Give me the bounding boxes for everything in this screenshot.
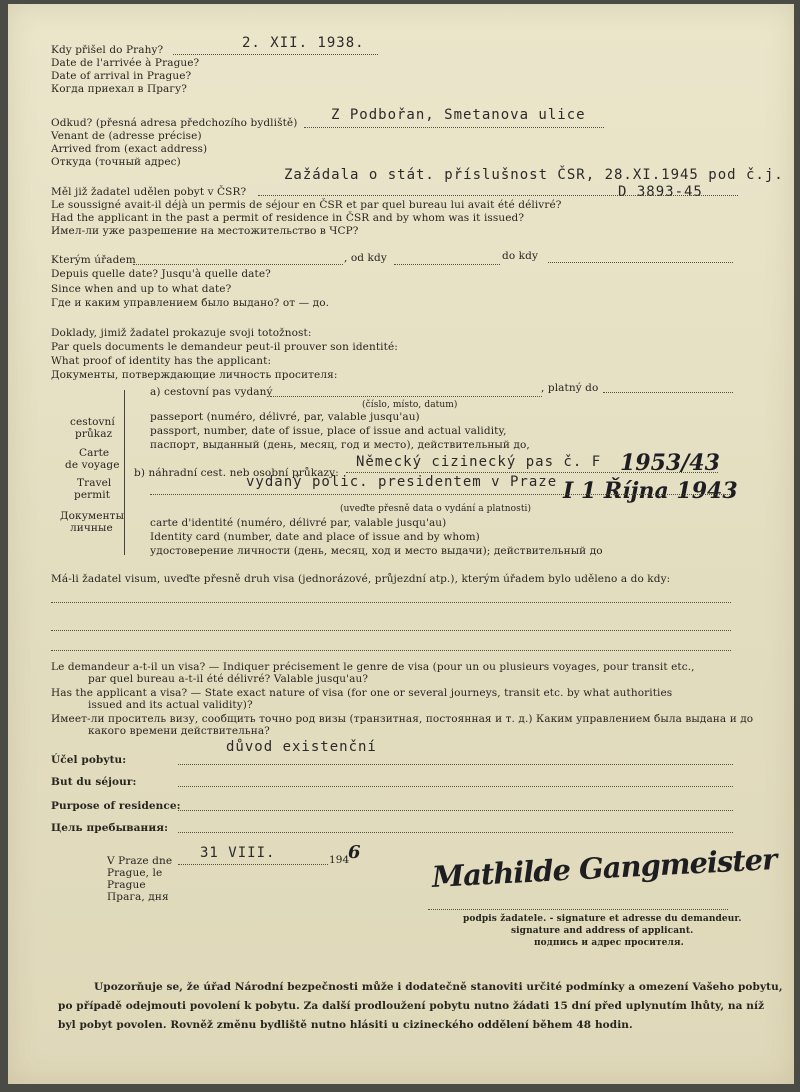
visa-question-cz: Má-li žadatel visum, uveďte přesně druh visa (jednorázové, průjezdní atp.), kterým úřadem bylo uděleno a do kdy: xyxy=(51,573,671,585)
year-prefix: 194 xyxy=(329,854,350,866)
year-digit-handwritten: 6 xyxy=(348,842,361,863)
substitute-id-fill-line-2 xyxy=(150,494,730,495)
visa-question-en-1: Has the applicant a visa? — State exact nature of visa (for one or several journeys, transit etc. by what authorities xyxy=(51,687,673,699)
side-label-travel: Travel xyxy=(77,477,112,489)
place-date-label-fr: Prague, le xyxy=(107,867,163,879)
side-label-lichnye: личные xyxy=(70,522,113,534)
identity-label-fr: Par quels documents le demandeur peut-il prouver son identité: xyxy=(51,341,398,353)
passport-valid-fill-line xyxy=(603,392,733,393)
substitute-id-date: I 1 Října 1943 xyxy=(563,478,738,504)
arrival-date-value: 2. XII. 1938. xyxy=(242,35,365,51)
passport-label-ru: паспорт, выданный (день, месяц, год и место), действительный до, xyxy=(150,439,530,451)
date-fill-line xyxy=(178,864,328,865)
signature-caption-1: podpis žadatele. - signature et adresse du demandeur. xyxy=(463,914,742,924)
signature-fill-line xyxy=(428,909,728,910)
purpose-label-en: Purpose of residence: xyxy=(51,800,181,812)
substitute-id-number: 1953/43 xyxy=(620,450,720,476)
permit-label-en: Had the applicant in the past a permit of residence in ČSR and by whom was it issued? xyxy=(51,212,525,224)
substitute-id-issuer: vydaný polic. presidentem v Praze xyxy=(246,474,558,490)
permit-label-cz: Měl již žadatel udělen pobyt v ČSR? xyxy=(51,186,247,198)
permit-label-ru: Имел-ли уже разрешение на местожительство в ЧСР? xyxy=(51,225,359,237)
visa-fill-line-3 xyxy=(51,650,731,651)
origin-fill-line xyxy=(304,127,604,128)
purpose-label-ru: Цель пребывания: xyxy=(51,822,169,834)
idcard-label-en: Identity card (number, date and place of issue and by whom) xyxy=(150,531,480,543)
arrival-label-cz: Kdy přišel do Prahy? xyxy=(51,44,164,56)
place-date-label-ru: Прага, дня xyxy=(107,891,169,903)
applicant-signature: Mathilde Gangmeister xyxy=(431,841,778,894)
office-label-fr: Depuis quelle date? Jusqu'à quelle date? xyxy=(51,268,271,280)
footer-notice-line-1: Upozorňuje se, že úřad Národní bezpečnosti může i dodatečně stanoviti určité podmínky a omezení Vašeho pobytu, xyxy=(94,981,783,993)
purpose-fill-line-2 xyxy=(178,786,733,787)
substitute-id-fill-line xyxy=(346,472,718,473)
visa-question-fr-2: par quel bureau a-t-il été délivré? Valable jusqu'au? xyxy=(88,673,369,685)
signature-caption-3: подпись и адрес просителя. xyxy=(534,938,684,948)
substitute-id-typed: Německý cizinecký pas č. F xyxy=(356,454,602,470)
footer-notice-line-3: byl pobyt povolen. Rovněž změnu bydliště nutno hlásiti u cizineckého oddělení během 48 hodin. xyxy=(58,1019,633,1031)
side-label-cestovni: cestovní xyxy=(70,416,115,428)
place-date-label-en: Prague xyxy=(107,879,146,891)
passport-fill-line xyxy=(270,396,542,397)
origin-label-fr: Venant de (adresse précise) xyxy=(51,130,202,142)
identity-label-cz: Doklady, jimiž žadatel prokazuje svoji totožnost: xyxy=(51,327,312,339)
purpose-fill-line-3 xyxy=(178,810,733,811)
office-to-fill-line xyxy=(548,262,733,263)
purpose-fill-line-1 xyxy=(178,764,733,765)
office-fill-line xyxy=(133,264,343,265)
side-label-prukaz: průkaz xyxy=(75,428,113,440)
previous-permit-note: Zažádala o stát. příslušnost ČSR, 28.XI.1945 pod č.j. xyxy=(284,167,784,183)
purpose-label-cz: Účel pobytu: xyxy=(51,754,127,766)
visa-question-ru-2: какого времени действительна? xyxy=(88,725,270,737)
visa-question-en-2: issued and its actual validity)? xyxy=(88,699,253,711)
purpose-label-fr: But du séjour: xyxy=(51,776,137,788)
arrival-label-fr: Date de l'arrivée à Prague? xyxy=(51,57,200,69)
arrival-label-ru: Когда приехал в Прагу? xyxy=(51,83,188,95)
office-label-en: Since when and up to what date? xyxy=(51,283,232,295)
footer-notice-line-2: po případě odejmouti povolení k pobytu. Za další prodloužení pobytu nutno žádati 15 dní před uplynutím lhůty, na níž xyxy=(58,1000,765,1012)
identity-label-ru: Документы, потверждающие личность просителя: xyxy=(51,369,338,381)
arrival-label-en: Date of arrival in Prague? xyxy=(51,70,192,82)
passport-label: a) cestovní pas vydaný xyxy=(150,386,273,398)
place-date-label-cz: V Praze dne xyxy=(107,855,173,867)
idcard-label-fr: carte d'identité (numéro, délivré par, valable jusqu'au) xyxy=(150,517,447,529)
passport-hint: (číslo, místo, datum) xyxy=(362,400,458,410)
signature-caption-2: signature and address of applicant. xyxy=(511,926,694,936)
origin-address-value: Z Podbořan, Smetanova ulice xyxy=(331,107,586,123)
permit-fill-line xyxy=(258,195,738,196)
arrival-fill-line xyxy=(173,54,378,55)
visa-fill-line-2 xyxy=(51,630,731,631)
office-label-ru: Где и каким управлением было выдано? от — до. xyxy=(51,297,330,309)
substitute-id-hint: (uveďte přesně data o vydání a platnosti) xyxy=(340,504,532,514)
side-label-de-voyage: de voyage xyxy=(65,459,120,471)
idcard-label-ru: удостоверение личности (день, месяц, ход и место выдачи); действительный до xyxy=(150,545,603,557)
substitute-id-label: b) náhradní cest. neb osobní průkazy: xyxy=(134,467,339,479)
origin-label-en: Arrived from (exact address) xyxy=(51,143,208,155)
visa-question-ru-1: Имеет-ли проситель визу, сообщить точно род визы (транзитная, постоянная и т. д.) Каким управлением была выдана и до xyxy=(51,713,754,725)
office-from-label: , od kdy xyxy=(344,252,387,264)
side-label-carte: Carte xyxy=(79,447,110,459)
identity-label-en: What proof of identity has the applicant: xyxy=(51,355,272,367)
travel-doc-bracket xyxy=(124,390,125,555)
purpose-value: důvod existenční xyxy=(226,739,377,755)
origin-label-ru: Откуда (точный адрес) xyxy=(51,156,181,168)
visa-question-fr-1: Le demandeur a-t-il un visa? — Indiquer précisement le genre de visa (pour un ou plusieurs voyages, pour transit etc., xyxy=(51,661,695,673)
office-from-fill-line xyxy=(394,264,500,265)
origin-label-cz: Odkud? (přesná adresa předchozího bydliště) xyxy=(51,117,298,129)
side-label-permit: permit xyxy=(74,489,111,501)
registration-form-page xyxy=(8,4,794,1084)
date-value: 31 VIII. xyxy=(200,845,276,861)
passport-label-fr: passeport (numéro, délivré, par, valable jusqu'au) xyxy=(150,411,420,423)
permit-label-fr: Le soussigné avait-il déjà un permis de séjour en ČSR et par quel bureau lui avait été délivré? xyxy=(51,199,562,211)
office-label: Kterým úřadem xyxy=(51,254,136,266)
passport-label-en: passport, number, date of issue, place of issue and actual validity, xyxy=(150,425,507,437)
previous-permit-reference: D 3893-45 xyxy=(618,184,703,200)
purpose-fill-line-4 xyxy=(178,832,733,833)
office-to-label: do kdy xyxy=(502,250,538,262)
side-label-dokumenty: Документы xyxy=(60,510,125,522)
passport-valid-label: , platný do xyxy=(541,382,599,394)
visa-fill-line-1 xyxy=(51,602,731,603)
